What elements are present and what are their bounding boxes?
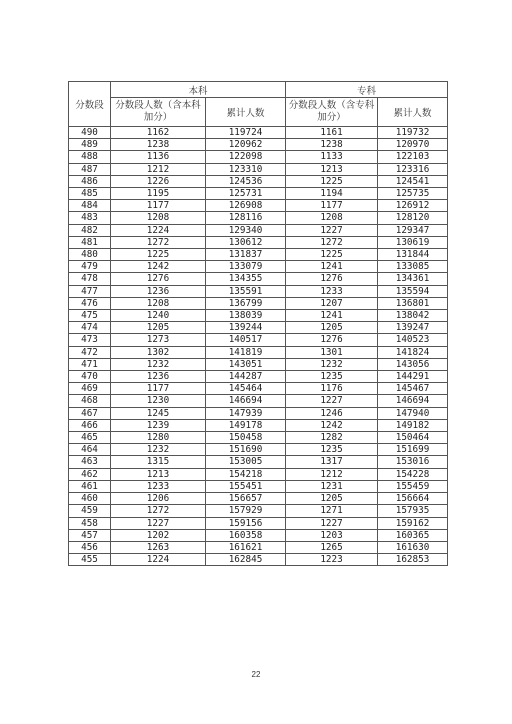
undergrad-cumulative-header: 累计人数 xyxy=(206,98,286,127)
junior-cumulative-cell: 149182 xyxy=(378,419,448,431)
undergrad-band-count-cell: 1227 xyxy=(111,517,206,529)
table-row xyxy=(69,200,448,212)
undergrad-band-count-cell: 1224 xyxy=(111,224,206,236)
junior-cumulative-cell: 138042 xyxy=(378,310,448,322)
undergrad-band-count-cell: 1236 xyxy=(111,371,206,383)
undergrad-cumulative-cell: 138039 xyxy=(206,310,286,322)
undergrad-cumulative-cell: 147939 xyxy=(206,407,286,419)
undergrad-band-count-cell: 1224 xyxy=(111,554,206,566)
undergrad-band-count-cell: 1232 xyxy=(111,444,206,456)
undergrad-band-count-cell: 1238 xyxy=(111,139,206,151)
table-row xyxy=(69,468,448,480)
table-row xyxy=(69,212,448,224)
undergrad-cumulative-cell: 122098 xyxy=(206,151,286,163)
score-cell: 457 xyxy=(69,529,111,541)
score-cell: 486 xyxy=(69,175,111,187)
table-row xyxy=(69,395,448,407)
junior-cumulative-cell: 144291 xyxy=(378,371,448,383)
table-row xyxy=(69,297,448,309)
table-row xyxy=(69,371,448,383)
undergrad-cumulative-cell: 135591 xyxy=(206,285,286,297)
table-row xyxy=(69,456,448,468)
score-cell: 459 xyxy=(69,505,111,517)
junior-cumulative-cell: 146694 xyxy=(378,395,448,407)
junior-band-count-cell: 1233 xyxy=(286,285,378,297)
undergrad-cumulative-cell: 159156 xyxy=(206,517,286,529)
undergrad-cumulative-cell: 144287 xyxy=(206,371,286,383)
table-row xyxy=(69,261,448,273)
page-number: 22 xyxy=(251,670,261,679)
score-cell: 467 xyxy=(69,407,111,419)
table-row xyxy=(69,554,448,566)
undergrad-band-count-cell: 1302 xyxy=(111,346,206,358)
junior-cumulative-cell: 154228 xyxy=(378,468,448,480)
undergrad-band-count-cell: 1263 xyxy=(111,541,206,553)
undergrad-cumulative-cell: 123310 xyxy=(206,163,286,175)
table-row xyxy=(69,383,448,395)
junior-band-count-header: 分数段人数（含专科加分） xyxy=(286,98,378,127)
undergrad-cumulative-cell: 131837 xyxy=(206,249,286,261)
table-row xyxy=(69,175,448,187)
junior-band-count-cell: 1207 xyxy=(286,297,378,309)
undergrad-band-count-cell: 1208 xyxy=(111,297,206,309)
table-row xyxy=(69,493,448,505)
table-row xyxy=(69,322,448,334)
junior-band-count-cell: 1205 xyxy=(286,322,378,334)
undergrad-cumulative-cell: 155451 xyxy=(206,480,286,492)
junior-band-count-cell: 1177 xyxy=(286,200,378,212)
table-row xyxy=(69,480,448,492)
undergrad-cumulative-cell: 119724 xyxy=(206,127,286,139)
undergrad-cumulative-cell: 120962 xyxy=(206,139,286,151)
score-cell: 476 xyxy=(69,297,111,309)
undergrad-band-count-cell: 1276 xyxy=(111,273,206,285)
junior-cumulative-cell: 147940 xyxy=(378,407,448,419)
junior-band-count-cell: 1213 xyxy=(286,163,378,175)
undergrad-band-count-cell: 1233 xyxy=(111,480,206,492)
junior-band-count-cell: 1235 xyxy=(286,371,378,383)
undergrad-band-count-cell: 1272 xyxy=(111,236,206,248)
undergrad-cumulative-cell: 133079 xyxy=(206,261,286,273)
undergrad-cumulative-cell: 150458 xyxy=(206,432,286,444)
table-row xyxy=(69,432,448,444)
undergrad-cumulative-cell: 125731 xyxy=(206,188,286,200)
undergrad-band-count-cell: 1242 xyxy=(111,261,206,273)
table-row xyxy=(69,358,448,370)
undergrad-band-count-cell: 1226 xyxy=(111,175,206,187)
header-row-top xyxy=(69,82,448,98)
score-cell: 478 xyxy=(69,273,111,285)
undergrad-cumulative-cell: 130612 xyxy=(206,236,286,248)
header-row-sub xyxy=(69,98,448,127)
table-row xyxy=(69,517,448,529)
score-cell: 485 xyxy=(69,188,111,200)
undergrad-band-count-cell: 1272 xyxy=(111,505,206,517)
undergrad-cumulative-cell: 129340 xyxy=(206,224,286,236)
junior-band-count-cell: 1208 xyxy=(286,212,378,224)
undergrad-band-count-cell: 1245 xyxy=(111,407,206,419)
table-row xyxy=(69,444,448,456)
junior-band-count-cell: 1282 xyxy=(286,432,378,444)
undergrad-cumulative-cell: 145464 xyxy=(206,383,286,395)
table-row xyxy=(69,139,448,151)
score-cell: 470 xyxy=(69,371,111,383)
undergrad-cumulative-cell: 143051 xyxy=(206,358,286,370)
score-cell: 466 xyxy=(69,419,111,431)
undergrad-cumulative-cell: 141819 xyxy=(206,346,286,358)
score-cell: 479 xyxy=(69,261,111,273)
undergrad-cumulative-cell: 139244 xyxy=(206,322,286,334)
junior-band-count-cell: 1212 xyxy=(286,468,378,480)
undergrad-band-count-cell: 1239 xyxy=(111,419,206,431)
junior-cumulative-cell: 141824 xyxy=(378,346,448,358)
junior-cumulative-cell: 135594 xyxy=(378,285,448,297)
junior-cumulative-cell: 156664 xyxy=(378,493,448,505)
junior-band-count-cell: 1235 xyxy=(286,444,378,456)
score-band-header: 分数段 xyxy=(69,82,111,127)
score-cell: 462 xyxy=(69,468,111,480)
junior-cumulative-cell: 145467 xyxy=(378,383,448,395)
junior-cumulative-cell: 133085 xyxy=(378,261,448,273)
score-cell: 473 xyxy=(69,334,111,346)
score-cell: 460 xyxy=(69,493,111,505)
table-row xyxy=(69,273,448,285)
score-cell: 487 xyxy=(69,163,111,175)
score-cell: 483 xyxy=(69,212,111,224)
junior-cumulative-cell: 160365 xyxy=(378,529,448,541)
junior-band-count-cell: 1161 xyxy=(286,127,378,139)
undergrad-cumulative-cell: 134355 xyxy=(206,273,286,285)
undergrad-band-count-cell: 1273 xyxy=(111,334,206,346)
undergrad-cumulative-cell: 162845 xyxy=(206,554,286,566)
undergrad-band-count-cell: 1205 xyxy=(111,322,206,334)
undergrad-band-count-cell: 1225 xyxy=(111,249,206,261)
junior-band-count-cell: 1225 xyxy=(286,249,378,261)
score-cell: 469 xyxy=(69,383,111,395)
junior-band-count-cell: 1205 xyxy=(286,493,378,505)
table-row xyxy=(69,346,448,358)
undergrad-band-count-cell: 1212 xyxy=(111,163,206,175)
undergrad-band-count-cell: 1240 xyxy=(111,310,206,322)
score-cell: 471 xyxy=(69,358,111,370)
junior-cumulative-cell: 162853 xyxy=(378,554,448,566)
undergrad-band-count-cell: 1177 xyxy=(111,383,206,395)
junior-band-count-cell: 1238 xyxy=(286,139,378,151)
junior-band-count-cell: 1271 xyxy=(286,505,378,517)
table-row xyxy=(69,127,448,139)
undergrad-cumulative-cell: 157929 xyxy=(206,505,286,517)
undergrad-cumulative-cell: 154218 xyxy=(206,468,286,480)
table-header xyxy=(69,82,448,127)
score-cell: 464 xyxy=(69,444,111,456)
junior-cumulative-cell: 136801 xyxy=(378,297,448,309)
score-cell: 472 xyxy=(69,346,111,358)
undergrad-band-count-cell: 1136 xyxy=(111,151,206,163)
score-cell: 489 xyxy=(69,139,111,151)
table-row xyxy=(69,407,448,419)
junior-band-count-cell: 1241 xyxy=(286,261,378,273)
score-cell: 477 xyxy=(69,285,111,297)
undergrad-cumulative-cell: 128116 xyxy=(206,212,286,224)
score-cell: 468 xyxy=(69,395,111,407)
score-distribution-table xyxy=(68,81,448,566)
junior-cumulative-cell: 151699 xyxy=(378,444,448,456)
undergrad-band-count-cell: 1280 xyxy=(111,432,206,444)
junior-band-count-cell: 1194 xyxy=(286,188,378,200)
undergrad-cumulative-cell: 146694 xyxy=(206,395,286,407)
score-cell: 482 xyxy=(69,224,111,236)
undergrad-band-count-cell: 1162 xyxy=(111,127,206,139)
junior-cumulative-cell: 126912 xyxy=(378,200,448,212)
score-cell: 465 xyxy=(69,432,111,444)
table-row xyxy=(69,151,448,163)
junior-cumulative-cell: 159162 xyxy=(378,517,448,529)
table-row xyxy=(69,334,448,346)
junior-cumulative-cell: 129347 xyxy=(378,224,448,236)
table-row xyxy=(69,419,448,431)
score-cell: 463 xyxy=(69,456,111,468)
table-row xyxy=(69,249,448,261)
undergrad-band-count-header: 分数段人数（含本科加分） xyxy=(111,98,206,127)
junior-cumulative-cell: 150464 xyxy=(378,432,448,444)
score-cell: 490 xyxy=(69,127,111,139)
score-cell: 480 xyxy=(69,249,111,261)
undergrad-band-count-cell: 1195 xyxy=(111,188,206,200)
score-cell: 474 xyxy=(69,322,111,334)
table-row xyxy=(69,505,448,517)
junior-band-count-cell: 1223 xyxy=(286,554,378,566)
junior-band-count-cell: 1301 xyxy=(286,346,378,358)
junior-cumulative-cell: 119732 xyxy=(378,127,448,139)
undergrad-cumulative-cell: 149178 xyxy=(206,419,286,431)
undergrad-band-count-cell: 1206 xyxy=(111,493,206,505)
junior-cumulative-cell: 131844 xyxy=(378,249,448,261)
junior-cumulative-cell: 122103 xyxy=(378,151,448,163)
junior-cumulative-cell: 153016 xyxy=(378,456,448,468)
junior-cumulative-header: 累计人数 xyxy=(378,98,448,127)
undergrad-band-count-cell: 1230 xyxy=(111,395,206,407)
junior-cumulative-cell: 125735 xyxy=(378,188,448,200)
undergrad-band-count-cell: 1202 xyxy=(111,529,206,541)
table-row xyxy=(69,310,448,322)
undergrad-band-count-cell: 1208 xyxy=(111,212,206,224)
junior-header: 专科 xyxy=(286,82,448,98)
undergrad-cumulative-cell: 153005 xyxy=(206,456,286,468)
undergrad-band-count-cell: 1232 xyxy=(111,358,206,370)
junior-band-count-cell: 1242 xyxy=(286,419,378,431)
junior-cumulative-cell: 134361 xyxy=(378,273,448,285)
junior-band-count-cell: 1276 xyxy=(286,273,378,285)
table-row xyxy=(69,188,448,200)
score-cell: 456 xyxy=(69,541,111,553)
score-cell: 455 xyxy=(69,554,111,566)
table-row xyxy=(69,529,448,541)
table-row xyxy=(69,224,448,236)
score-cell: 458 xyxy=(69,517,111,529)
junior-cumulative-cell: 143056 xyxy=(378,358,448,370)
undergrad-cumulative-cell: 124536 xyxy=(206,175,286,187)
score-cell: 484 xyxy=(69,200,111,212)
score-cell: 481 xyxy=(69,236,111,248)
junior-cumulative-cell: 155459 xyxy=(378,480,448,492)
junior-cumulative-cell: 161630 xyxy=(378,541,448,553)
undergrad-cumulative-cell: 136799 xyxy=(206,297,286,309)
junior-cumulative-cell: 157935 xyxy=(378,505,448,517)
junior-band-count-cell: 1227 xyxy=(286,517,378,529)
table-row xyxy=(69,541,448,553)
junior-band-count-cell: 1276 xyxy=(286,334,378,346)
junior-cumulative-cell: 123316 xyxy=(378,163,448,175)
table-row xyxy=(69,163,448,175)
junior-band-count-cell: 1231 xyxy=(286,480,378,492)
undergrad-band-count-cell: 1177 xyxy=(111,200,206,212)
undergrad-cumulative-cell: 140517 xyxy=(206,334,286,346)
undergrad-band-count-cell: 1213 xyxy=(111,468,206,480)
undergrad-cumulative-cell: 161621 xyxy=(206,541,286,553)
junior-cumulative-cell: 140523 xyxy=(378,334,448,346)
junior-band-count-cell: 1225 xyxy=(286,175,378,187)
score-cell: 461 xyxy=(69,480,111,492)
junior-cumulative-cell: 130619 xyxy=(378,236,448,248)
junior-band-count-cell: 1176 xyxy=(286,383,378,395)
undergrad-band-count-cell: 1315 xyxy=(111,456,206,468)
junior-band-count-cell: 1227 xyxy=(286,224,378,236)
undergrad-header: 本科 xyxy=(111,82,286,98)
score-cell: 488 xyxy=(69,151,111,163)
table-row xyxy=(69,285,448,297)
junior-band-count-cell: 1272 xyxy=(286,236,378,248)
junior-cumulative-cell: 120970 xyxy=(378,139,448,151)
table-row xyxy=(69,236,448,248)
junior-band-count-cell: 1317 xyxy=(286,456,378,468)
junior-cumulative-cell: 124541 xyxy=(378,175,448,187)
junior-band-count-cell: 1232 xyxy=(286,358,378,370)
junior-band-count-cell: 1203 xyxy=(286,529,378,541)
junior-band-count-cell: 1246 xyxy=(286,407,378,419)
undergrad-cumulative-cell: 160358 xyxy=(206,529,286,541)
undergrad-cumulative-cell: 151690 xyxy=(206,444,286,456)
undergrad-cumulative-cell: 126908 xyxy=(206,200,286,212)
undergrad-band-count-cell: 1236 xyxy=(111,285,206,297)
junior-cumulative-cell: 139247 xyxy=(378,322,448,334)
junior-cumulative-cell: 128120 xyxy=(378,212,448,224)
junior-band-count-cell: 1241 xyxy=(286,310,378,322)
junior-band-count-cell: 1227 xyxy=(286,395,378,407)
table-body xyxy=(69,127,448,566)
undergrad-cumulative-cell: 156657 xyxy=(206,493,286,505)
junior-band-count-cell: 1265 xyxy=(286,541,378,553)
junior-band-count-cell: 1133 xyxy=(286,151,378,163)
score-cell: 475 xyxy=(69,310,111,322)
